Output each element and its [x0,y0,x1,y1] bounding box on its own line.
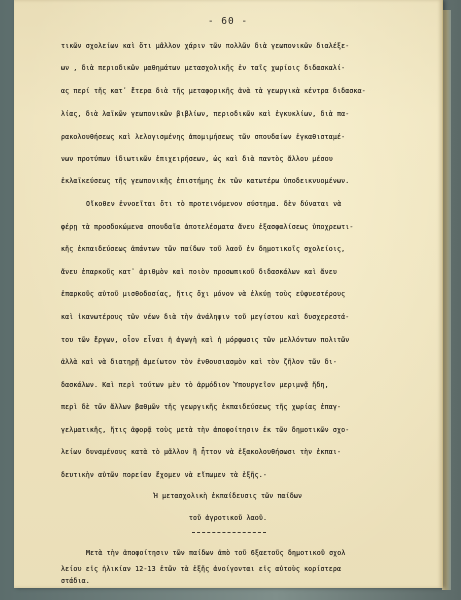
text-line: δασκάλων. Καὶ περὶ τούτων μὲν τὸ ἁρμόδιον Ὑπουργεῖον μεριμνᾷ ἤδη, [61,381,329,389]
text-line: τικῶν σχολείων καὶ ὅτι μᾶλλον χάριν τῶν πολλῶν διὰ γεωπονικῶν διαλέξε- [61,42,350,50]
text-line: κῆς ἐκπαιδεύσεως ἁπάντων τῶν παίδων τοῦ λαοῦ ἐν δημοτικοῖς σχολείοις, [61,245,346,253]
text-line: Μετὰ τὴν ἀποφοίτησιν τῶν παίδων ἀπὸ τοῦ 6ξαετοῦς δημοτικοῦ σχολ [86,549,346,557]
heading-underline [192,532,266,533]
text-line: Οἴκοθεν ἐννοεῖται ὅτι τὸ προτεινόμενον σύστημα. δὲν δύναται νὰ [86,200,342,208]
text-line: περὶ δὲ τῶν ἄλλων βαθμῶν τῆς γεωργικῆς ἐκπαιδεύσεως τῆς χωρίας ἐπαγ- [61,403,342,411]
text-line: ἐπαρκοῦς αὐτοῦ μισθοδοσίας, ἥτις ὄχι μόνον νὰ ἑλκύῃ τοὺς εὐφυεστέρους [61,290,346,298]
section-heading: Ἡ μετασχολικὴ ἐκπαίδευσις τῶν παίδων [153,492,303,500]
page-number: - 60 - [207,16,249,27]
text-line: στάδια. [61,577,90,585]
section-heading: τοῦ ἀγροτικοῦ λαοῦ. [188,514,268,522]
text-line: ἄνευ ἐπαρκοῦς κατ᾽ ἀριθμὸν καὶ ποιὸν προσωπικοῦ διδασκάλων καὶ ἄνευ [61,268,338,276]
text-line: λείου εἰς ἡλικίαν 12-13 ἐτῶν τὰ ἑξῆς ἀνοίγονται εἰς αὐτοὺς κορίστερα [61,565,342,573]
text-line: ρακολουθήσεως καὶ λελογισμένης ἀπομιμήσεως τῶν σπουδαίων ἐγκαθισταμέ- [61,133,346,141]
text-line: ἀλλὰ καὶ νὰ διατηρῇ ἀμείωτον τὸν ἐνθουσιασμὸν καὶ τὸν ζῆλον τῶν δι- [61,358,338,366]
text-line: λίας, διὰ λαϊκῶν γεωπονικῶν βιβλίων, περιοδικῶν καὶ ἐγκυκλίων, διὰ πα- [61,110,350,118]
text-line: δευτικὴν αὐτῶν πορείαν ἔχομεν νὰ εἴπωμεν τὰ ἑξῆς.- [61,471,267,479]
text-line: καὶ ἱκανωτέρους τῶν νέων διὰ τὴν ἀνάληψιν τοῦ μεγίστου καὶ δυσχερεστά- [61,313,350,321]
document-page [14,0,443,588]
text-line: του τῶν ἔργων, οἷον εἶναι ἡ ἀγωγὴ καὶ ἡ μόρφωσις τῶν μελλόντων πολιτῶν [61,336,350,344]
text-line: λείων δυναμένους κατὰ τὸ μᾶλλον ἢ ἧττον νὰ ἐξακολουθήσωσι τὴν ἐκπαι- [61,448,342,456]
text-line: ἐκλαϊκεύσεως τῆς γεωπονικῆς ἐπιστήμης ἐκ τῶν κατωτέρω ὑποδεικνυομένων. [61,177,350,185]
text-line: γελματικῆς, ἥτις ἀφορᾷ τοὺς μετὰ τὴν ἀποφοίτησιν ἐκ τῶν δημοτικῶν σχο- [61,426,350,434]
text-line: φέρῃ τὰ προσδοκώμενα σπουδαῖα ἀποτελέσματα ἄνευ ἐξασφαλίσεως ὑποχρεωτι- [61,223,354,231]
text-line: ας περί τῆς κατ᾽ ἔτερα διὰ τῆς μεταφορικῆς ἀνὰ τὰ γεωργικὰ κέντρα διδασκα- [61,87,366,95]
text-line: ων , διὰ περιοδικῶν μαθημάτων μετασχολικῆς ἐν ταῖς χωρίοις διδασκαλί- [61,64,346,72]
page-edge [442,10,451,590]
text-line: νων προτύπων ἰδιωτικῶν ἐπιχειρήσεων, ὡς καὶ διὰ παντὸς ἄλλου μέσου [61,155,333,163]
